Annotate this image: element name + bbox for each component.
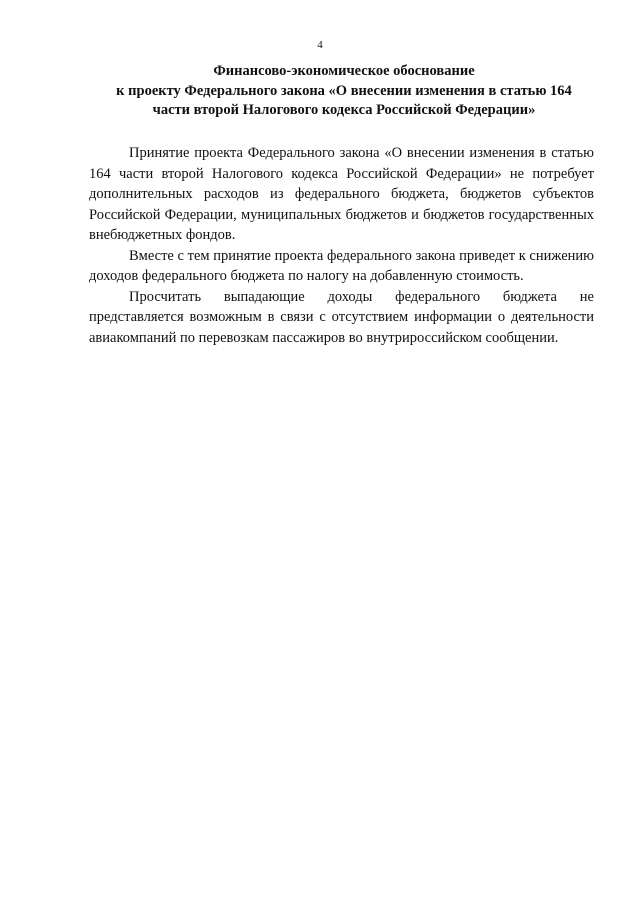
paragraph-revenue-reduction: Вместе с тем принятие проекта федерального закона приведет к снижению доходов федерального бюджета по налогу на добавленную стоимость.	[89, 247, 594, 284]
title-line-2: к проекту Федерального закона «О внесении изменения в статью 164	[116, 82, 572, 99]
document-body	[89, 143, 594, 348]
title-line-3: части второй Налогового кодекса Российской Федерации»	[152, 102, 536, 118]
paragraph-calculation-impossible: Просчитать выпадающие доходы федерального бюджета не представляется возможным в связи с отсутствием информации о деятельности авиакомпаний по перевозкам пассажиров во внутрироссийском сообщении.	[89, 288, 594, 346]
paragraph-no-additional-expenses: Принятие проекта Федерального закона «О внесении изменения в статью 164 части второй Налогового кодекса Российской Федерации» не потребует дополнительных расходов из федерального бюджета, бюджетов субъектов Российской Федерации, муниципальных бюджетов и бюджетов государственных внебюджетных фондов.	[89, 145, 594, 243]
title-line-1: Финансово-экономическое обоснование	[213, 63, 475, 79]
page-number: 4	[317, 39, 323, 51]
document-title	[80, 62, 608, 121]
